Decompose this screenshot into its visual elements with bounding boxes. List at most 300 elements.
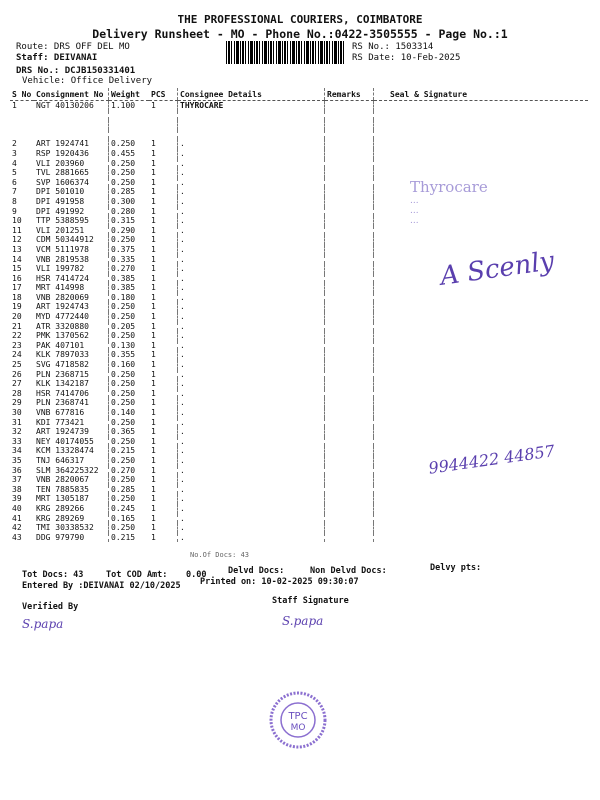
cell-sig <box>374 226 589 236</box>
cell-con: NGT 40130206 <box>36 101 94 110</box>
cell-pcs: 1 <box>151 475 156 485</box>
table-row <box>10 523 588 533</box>
cell-rem <box>325 379 374 389</box>
table-row <box>10 101 588 111</box>
cell-det: . <box>178 341 325 351</box>
table-header-row <box>10 88 588 101</box>
cell-det: . <box>178 302 325 312</box>
cell-pcs <box>149 130 178 140</box>
entered-by: Entered By :DEIVANAI 02/10/2025 <box>22 581 181 591</box>
cell-det: . <box>178 178 325 188</box>
cell-wt <box>109 111 150 121</box>
cell-sig <box>374 293 589 303</box>
cell-sno: 43 <box>12 532 22 542</box>
cell-sig <box>374 494 589 504</box>
table-row <box>10 350 588 360</box>
cell-sno: 32 <box>12 427 22 437</box>
seal-text-bottom: MO <box>290 723 306 733</box>
cell-pcs: 1 <box>151 436 156 446</box>
total-cod-label: Tot COD Amt: <box>106 570 168 580</box>
cell-rem <box>325 111 374 121</box>
cell-sig <box>374 245 589 255</box>
stamp-line: ... <box>410 196 419 206</box>
cell-sno: 3 <box>12 148 17 158</box>
cell-det: . <box>178 322 325 332</box>
cell-wt: 0.250 <box>109 398 150 408</box>
cell-con: SLM 364225322 <box>36 465 99 475</box>
cell-con: VNB 677816 <box>36 408 85 417</box>
cell-det: . <box>178 408 325 418</box>
cell-pcs: 1 <box>151 360 156 370</box>
cell-con: ART 1924741 <box>36 139 89 149</box>
cell-wt: 0.280 <box>109 207 150 217</box>
cell-rem <box>325 264 374 274</box>
cell-rem <box>325 255 374 265</box>
table-row <box>10 331 588 341</box>
cell-rem <box>325 302 374 312</box>
cell-pcs: 1 <box>151 532 156 542</box>
cell-sig <box>374 149 589 159</box>
cell-pcs: 1 <box>151 196 156 206</box>
table-row <box>10 427 588 437</box>
cell-det: . <box>178 523 325 533</box>
cell-det: . <box>178 216 325 226</box>
consignee-stamp <box>410 178 550 226</box>
cell-sno: 1 <box>12 101 17 110</box>
table-row <box>10 494 588 504</box>
cell-wt: 0.375 <box>109 245 150 255</box>
table-row <box>10 475 588 485</box>
cell-con: TEN 7885835 <box>36 484 89 494</box>
cell-pcs: 1 <box>151 408 156 417</box>
cell-con: SVG 4718582 <box>36 360 89 370</box>
cell-wt: 0.285 <box>109 187 150 197</box>
cell-sig <box>374 120 589 130</box>
cell-wt: 0.355 <box>109 350 150 360</box>
cell-rem <box>325 178 374 188</box>
cell-sig <box>374 379 589 389</box>
cell-con: VLI 203960 <box>36 158 85 168</box>
cell-det: . <box>178 207 325 217</box>
table-row <box>10 293 588 303</box>
cell-wt: 1.100 <box>109 101 150 111</box>
cell-det: . <box>178 187 325 197</box>
cell-wt: 0.250 <box>109 302 150 312</box>
cell-pcs: 1 <box>151 513 156 523</box>
cell-sno: 30 <box>12 408 22 417</box>
cell-wt: 0.165 <box>109 514 150 524</box>
cell-wt: 0.250 <box>109 178 150 188</box>
cell-con: HSR 7414706 <box>36 388 89 398</box>
cell-sig <box>374 101 589 111</box>
cell-sno: 42 <box>12 523 22 533</box>
cell-sno: 6 <box>12 177 17 187</box>
cell-sig <box>374 514 589 524</box>
cell-con: RSP 1920436 <box>36 148 89 158</box>
cell-pcs: 1 <box>151 340 156 350</box>
column-header: Seal & Signature <box>374 88 589 101</box>
cell-wt: 0.205 <box>109 322 150 332</box>
cell-con: DDG 979790 <box>36 532 85 542</box>
cell-pcs: 1 <box>151 446 156 456</box>
cell-sno: 29 <box>12 398 22 408</box>
table-row <box>10 379 588 389</box>
cell-wt: 0.290 <box>109 226 150 236</box>
cell-det: . <box>178 168 325 178</box>
cell-wt: 0.270 <box>109 466 150 476</box>
column-header: S No <box>10 88 34 101</box>
cell-wt: 0.250 <box>109 379 150 389</box>
cell-rem <box>325 533 374 543</box>
table-row <box>10 360 588 370</box>
cell-det: . <box>178 398 325 408</box>
cell-pcs: 1 <box>151 273 156 283</box>
cell-sno: 2 <box>12 139 17 149</box>
cell-pcs: 1 <box>151 484 156 494</box>
printed-on: Printed on: 10-02-2025 09:30:07 <box>200 577 359 587</box>
table-row <box>10 437 588 447</box>
cell-con: ART 1924743 <box>36 302 89 312</box>
cell-con: NEY 40174055 <box>36 436 94 446</box>
table-row <box>10 504 588 514</box>
cell-sig <box>374 398 589 408</box>
cell-rem <box>325 235 374 245</box>
cell-rem <box>325 504 374 514</box>
cell-con: HSR 7414724 <box>36 273 89 283</box>
cell-pcs: 1 <box>151 216 156 226</box>
cell-pcs: 1 <box>151 283 156 293</box>
cell-con: VLI 201251 <box>36 225 85 235</box>
cell-sno: 7 <box>12 187 17 197</box>
cell-sig <box>374 350 589 360</box>
cell-sno <box>10 111 34 121</box>
table-row <box>10 120 588 130</box>
cell-wt: 0.250 <box>109 235 150 245</box>
cell-wt <box>109 120 150 130</box>
table-row <box>10 514 588 524</box>
cell-det: . <box>178 437 325 447</box>
cell-sig <box>374 168 589 178</box>
cell-pcs: 1 <box>151 465 156 475</box>
cell-sig <box>374 331 589 341</box>
cell-rem <box>325 494 374 504</box>
cell-sno: 20 <box>12 312 22 322</box>
cell-con: VNB 2819538 <box>36 254 89 264</box>
cell-con <box>34 111 109 121</box>
cell-det: . <box>178 360 325 370</box>
cell-rem <box>325 350 374 360</box>
cell-sno: 12 <box>12 235 22 245</box>
cell-rem <box>325 523 374 533</box>
cell-pcs: 1 <box>151 417 156 427</box>
cell-con: KRG 289269 <box>36 513 85 523</box>
cell-sno: 27 <box>12 379 22 389</box>
cell-rem <box>325 446 374 456</box>
cell-wt: 0.300 <box>109 197 150 207</box>
cell-wt: 0.250 <box>109 168 150 178</box>
consignment-table <box>10 88 588 542</box>
cell-sig <box>374 139 589 149</box>
cell-pcs: 1 <box>151 494 156 504</box>
cell-sig <box>374 130 589 140</box>
cell-rem <box>325 322 374 332</box>
cell-sig <box>374 504 589 514</box>
cell-det: . <box>178 245 325 255</box>
cell-rem <box>325 197 374 207</box>
cell-sig <box>374 437 589 447</box>
cell-con: PLN 2368741 <box>36 398 89 408</box>
cell-pcs: 1 <box>151 503 156 513</box>
cell-wt: 0.365 <box>109 427 150 437</box>
cell-det: . <box>178 197 325 207</box>
cell-wt: 0.250 <box>109 475 150 485</box>
cell-rem <box>325 427 374 437</box>
cell-det: . <box>178 456 325 466</box>
cell-sig <box>374 427 589 437</box>
cell-wt <box>109 130 150 140</box>
cell-pcs: 1 <box>151 398 156 408</box>
cell-sno <box>10 130 34 140</box>
cell-rem <box>325 360 374 370</box>
cell-sig <box>374 159 589 169</box>
cell-pcs: 1 <box>151 187 156 197</box>
staff-signature-label: Staff Signature <box>272 596 349 606</box>
cell-sno: 35 <box>12 455 22 465</box>
cell-pcs: 1 <box>151 148 156 158</box>
cell-pcs: 1 <box>151 427 156 437</box>
cell-pcs: 1 <box>151 225 156 235</box>
cell-pcs: 1 <box>151 523 156 533</box>
cell-det: . <box>178 293 325 303</box>
cell-rem <box>325 293 374 303</box>
cell-con: PAK 407101 <box>36 340 85 350</box>
cell-sig <box>374 322 589 332</box>
cell-con: VLI 199782 <box>36 264 85 274</box>
table-row <box>10 139 588 149</box>
stamp-line: Thyrocare <box>410 178 488 196</box>
verified-signature: S.papa <box>22 617 64 631</box>
total-cod-value: 0.00 <box>186 570 207 580</box>
cell-rem <box>325 341 374 351</box>
cell-sig <box>374 341 589 351</box>
cell-wt: 0.385 <box>109 283 150 293</box>
cell-sig <box>374 418 589 428</box>
cell-rem <box>325 408 374 418</box>
cell-wt: 0.140 <box>109 408 150 418</box>
cell-sno: 23 <box>12 340 22 350</box>
column-header: Consignee Details <box>178 88 325 101</box>
rs-number: RS No.: 1503314 <box>352 42 434 52</box>
cell-con: TMI 30338532 <box>36 523 94 533</box>
cell-rem <box>325 312 374 322</box>
cell-rem <box>325 101 374 111</box>
cell-pcs: 1 <box>151 321 156 331</box>
cell-wt: 0.250 <box>109 418 150 428</box>
table-row <box>10 533 588 543</box>
cell-con: VNB 2820069 <box>36 292 89 302</box>
table-row <box>10 408 588 418</box>
cell-con: TVL 2881665 <box>36 168 89 178</box>
cell-pcs: 1 <box>151 101 156 110</box>
table-row <box>10 283 588 293</box>
cell-pcs: 1 <box>151 177 156 187</box>
cell-wt: 0.250 <box>109 139 150 149</box>
cell-pcs: 1 <box>151 235 156 245</box>
table-row <box>10 418 588 428</box>
cell-det: . <box>178 446 325 456</box>
tpc-seal-icon <box>268 690 328 750</box>
cell-wt: 0.270 <box>109 264 150 274</box>
cell-rem <box>325 120 374 130</box>
column-header: PCS <box>149 88 178 101</box>
table-row <box>10 111 588 121</box>
table-row <box>10 370 588 380</box>
cell-con: DPI 501010 <box>36 187 85 197</box>
table-row <box>10 159 588 169</box>
cell-rem <box>325 475 374 485</box>
cell-sno: 5 <box>12 168 17 178</box>
cell-det <box>178 120 325 130</box>
table-row <box>10 226 588 236</box>
cell-pcs: 1 <box>151 350 156 360</box>
cell-rem <box>325 466 374 476</box>
cell-con: ATR 3320880 <box>36 321 89 331</box>
cell-pcs: 1 <box>151 312 156 322</box>
consignee-signature: A Scenly <box>438 246 557 292</box>
cell-con: MYD 4772440 <box>36 312 89 322</box>
cell-wt: 0.250 <box>109 437 150 447</box>
cell-sno: 21 <box>12 321 22 331</box>
cell-rem <box>325 418 374 428</box>
cell-pcs: 1 <box>151 168 156 178</box>
cell-pcs: 1 <box>151 455 156 465</box>
delivery-points: Delvy pts: <box>430 563 482 573</box>
cell-wt: 0.180 <box>109 293 150 303</box>
cell-con: KCM 13328474 <box>36 446 94 456</box>
table-row <box>10 312 588 322</box>
cell-det: . <box>178 475 325 485</box>
cell-det: . <box>178 504 325 514</box>
table-row <box>10 389 588 399</box>
handwritten-phone: 9944422 44857 <box>427 441 556 478</box>
cell-sno: 15 <box>12 264 22 274</box>
cell-rem <box>325 274 374 284</box>
table-row <box>10 235 588 245</box>
cell-sno: 26 <box>12 369 22 379</box>
cell-con: MRT 414998 <box>36 283 85 293</box>
column-header: Consignment No <box>34 88 109 101</box>
cell-det: THYROCARE <box>178 101 325 111</box>
seal-text-top: TPC <box>288 711 308 722</box>
cell-pcs: 1 <box>151 254 156 264</box>
cell-pcs: 1 <box>151 379 156 389</box>
cell-det <box>178 130 325 140</box>
cell-sno: 13 <box>12 244 22 254</box>
cell-con <box>34 130 109 140</box>
cell-sno: 38 <box>12 484 22 494</box>
cell-wt: 0.335 <box>109 255 150 265</box>
route-label: Route: DRS OFF DEL MO <box>16 42 130 52</box>
cell-con: VNB 2820067 <box>36 475 89 485</box>
cell-rem <box>325 437 374 447</box>
cell-sig <box>374 389 589 399</box>
cell-sno <box>10 120 34 130</box>
cell-sno: 8 <box>12 196 17 206</box>
cell-sno: 28 <box>12 388 22 398</box>
cell-sig <box>374 408 589 418</box>
table-row <box>10 485 588 495</box>
stamp-line: ... <box>410 206 419 216</box>
cell-con: TTP 5388595 <box>36 216 89 226</box>
drs-number: DRS No.: DCJB150331401 <box>16 66 136 76</box>
cell-wt: 0.215 <box>109 533 150 543</box>
cell-det: . <box>178 235 325 245</box>
cell-det: . <box>178 139 325 149</box>
cell-det: . <box>178 514 325 524</box>
barcode <box>226 41 346 64</box>
cell-det: . <box>178 255 325 265</box>
cell-con: DPI 491992 <box>36 206 85 216</box>
cell-con: KLK 7897033 <box>36 350 89 360</box>
cell-con: PLN 2368715 <box>36 369 89 379</box>
cell-det: . <box>178 274 325 284</box>
cell-det: . <box>178 226 325 236</box>
stamp-line: ... <box>410 216 419 226</box>
staff-label: Staff: DEIVANAI <box>16 53 98 63</box>
table-row <box>10 341 588 351</box>
cell-det: . <box>178 533 325 543</box>
cell-sig <box>374 370 589 380</box>
rs-date: RS Date: 10-Feb-2025 <box>352 53 461 63</box>
cell-sno: 4 <box>12 158 17 168</box>
cell-rem <box>325 168 374 178</box>
cell-sno: 34 <box>12 446 22 456</box>
staff-handwritten-signature: S.papa <box>282 614 324 628</box>
cell-sig <box>374 312 589 322</box>
table-row <box>10 168 588 178</box>
cell-rem <box>325 485 374 495</box>
vehicle-label: Vehicle: Office Delivery <box>22 76 153 86</box>
cell-sig <box>374 360 589 370</box>
cell-wt: 0.385 <box>109 274 150 284</box>
delivered-docs: Delvd Docs: <box>228 566 285 576</box>
cell-sno: 18 <box>12 292 22 302</box>
cell-pcs: 1 <box>151 388 156 398</box>
cell-pcs: 1 <box>151 244 156 254</box>
cell-sno: 33 <box>12 436 22 446</box>
cell-det: . <box>178 149 325 159</box>
cell-con: KDI 773421 <box>36 417 85 427</box>
document-subtitle: Delivery Runsheet - MO - Phone No.:0422-3505555 - Page No.:1 <box>92 27 508 41</box>
cell-sno: 24 <box>12 350 22 360</box>
cell-sno: 10 <box>12 216 22 226</box>
cell-con: KRG 289266 <box>36 503 85 513</box>
cell-det: . <box>178 370 325 380</box>
cell-sno: 9 <box>12 206 17 216</box>
cell-pcs: 1 <box>151 158 156 168</box>
cell-det: . <box>178 331 325 341</box>
cell-rem <box>325 245 374 255</box>
cell-sig <box>374 485 589 495</box>
column-header: Weight <box>109 88 150 101</box>
table-row <box>10 149 588 159</box>
cell-pcs: 1 <box>151 139 156 149</box>
cell-wt: 0.215 <box>109 446 150 456</box>
cell-con: CDM 50344912 <box>36 235 94 245</box>
cell-rem <box>325 283 374 293</box>
cell-wt: 0.250 <box>109 159 150 169</box>
cell-det <box>178 111 325 121</box>
